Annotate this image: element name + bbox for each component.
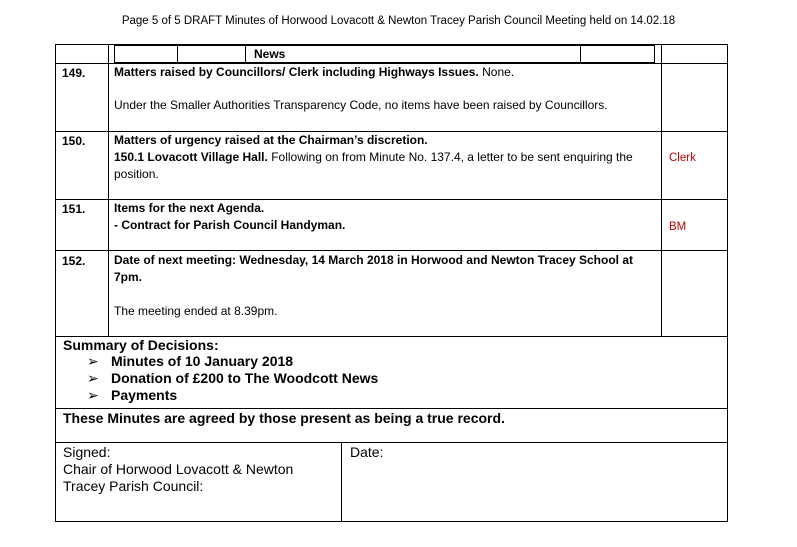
minute-title: Matters of urgency raised at the Chairman’s discretion. [114,133,428,147]
minute-body: Under the Smaller Authorities Transparency Code, no items have been raised by Councillors. [114,98,608,112]
chair-label: Chair of Horwood Lovacott & Newton [63,461,294,477]
summary-bullet [87,387,177,404]
number-column-divider [108,44,109,337]
page-header: Page 5 of 5 DRAFT Minutes of Horwood Lovacott & Newton Tracey Parish Council Meeting held on 14.02.18 [121,15,676,27]
action-column-divider [661,44,662,337]
minute-body: The meeting ended at 8.39pm. [114,304,278,318]
subtable-divider [245,45,246,63]
news-subtable [114,45,655,63]
signature-divider [341,442,342,522]
arrow-bullet-icon: ➢ [87,387,99,403]
row-divider [55,250,728,251]
minute-title: Matters raised by Councillors/ Clerk including Highways Issues. [114,65,479,79]
minute-number: 150. [62,134,86,148]
minute-subitem [114,149,654,183]
action-owner: Clerk [669,152,696,164]
subtable-divider [580,45,581,63]
summary-heading: Summary of Decisions: [63,337,219,353]
action-owner: BM [669,221,687,233]
agreed-statement: These Minutes are agreed by those present as being a true record. [63,410,505,426]
date-label: Date: [350,444,384,460]
minute-number: 151. [62,202,86,216]
subitem-text: Following on from Minute No. 137.4, a letter to be sent enquiring the position. [114,150,633,181]
minute-number: 149. [62,66,86,80]
row-divider [55,408,728,409]
signed-label: Signed: [63,444,111,460]
bullet-text: Payments [111,387,178,403]
minute-title: Items for the next Agenda. [114,201,265,215]
arrow-bullet-icon: ➢ [87,353,99,369]
row-divider [55,442,728,443]
agenda-item: - Contract for Parish Council Handyman. [114,218,346,232]
subtable-divider [177,45,178,63]
minute-title-row [114,64,654,81]
bullet-text: Minutes of 10 January 2018 [111,353,294,369]
minute-number: 152. [62,254,86,268]
summary-bullet [87,353,293,370]
bullet-text: Donation of £200 to The Woodcott News [111,370,379,386]
subitem-title: 150.1 Lovacott Village Hall. [114,150,268,164]
minute-title: Date of next meeting: Wednesday, 14 March 2018 in Horwood and Newton Tracey School at 7pm. [114,253,634,284]
minute-title-suffix: None. [482,65,515,79]
chair-label: Tracey Parish Council: [63,478,204,494]
arrow-bullet-icon: ➢ [87,370,99,386]
news-label: News [254,47,286,61]
summary-bullet [87,370,378,387]
